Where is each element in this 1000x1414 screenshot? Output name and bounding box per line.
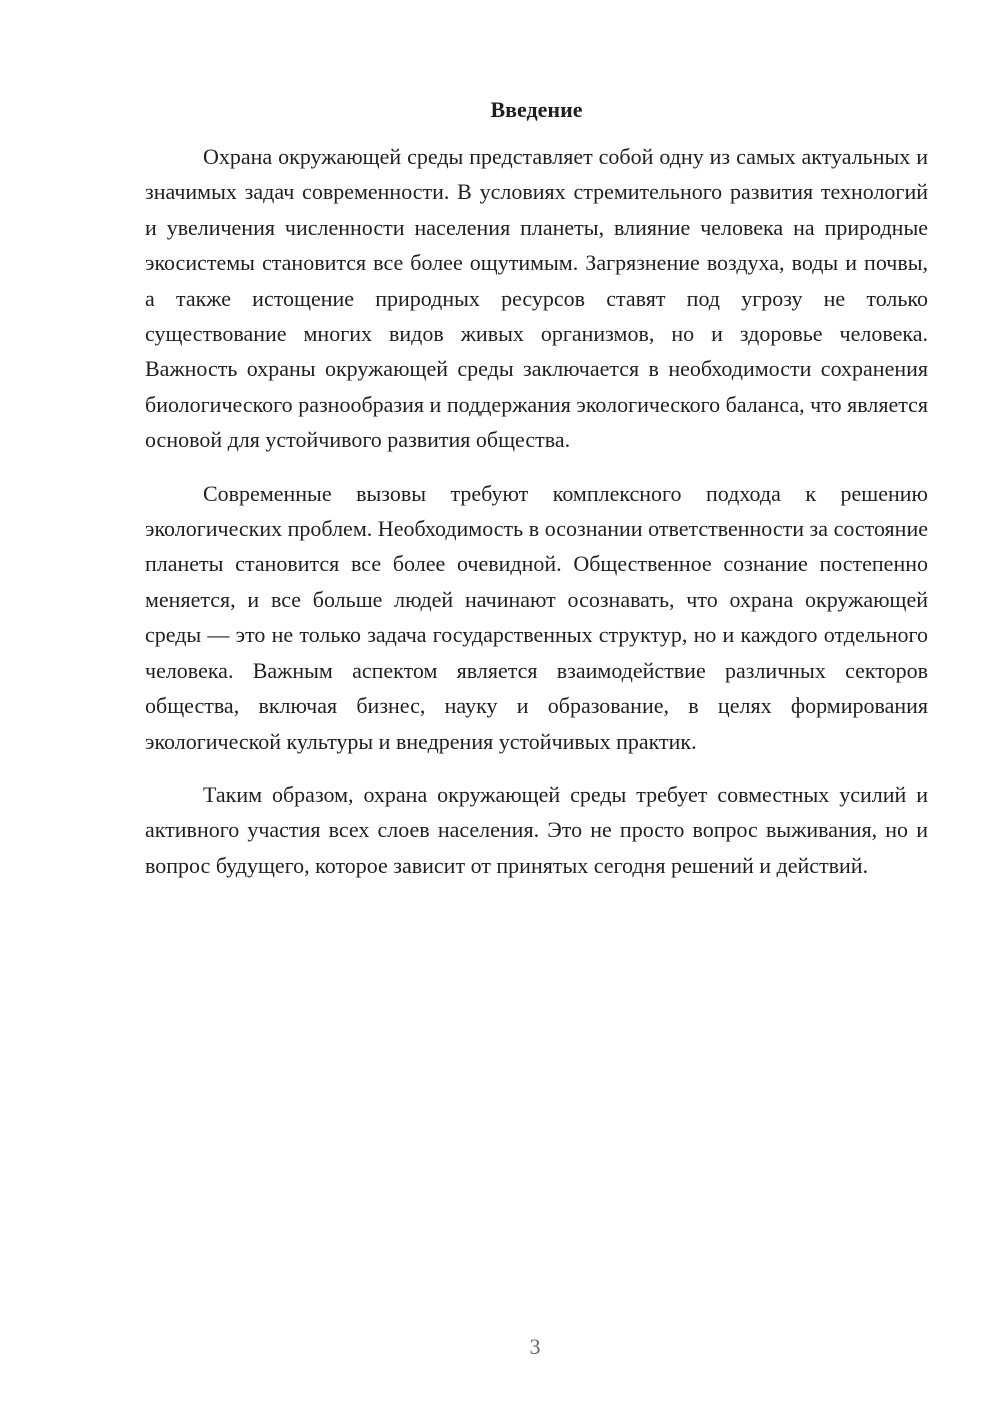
section-title: Введение: [490, 97, 583, 122]
paragraph-2: Современные вызовы требуют комплексного подхода к решению экологических проблем. Необходимость в осознании ответственности за состояние планеты становится все более очевидной. Общественное сознание постепенно меняется, и все больше людей начинают осознавать, что охрана окружающей среды — это не только задача государственных структур, но и каждого отдельного человека. Важным аспектом является взаимодействие различных секторов общества, включая бизнес, науку и образование, в целях формирования экологической культуры и внедрения устойчивых практик.: [145, 480, 928, 754]
page-number: 3: [529, 1334, 541, 1359]
paragraph-1: Охрана окружающей среды представляет собой одну из самых актуальных и значимых задач современности. В условиях стремительного развития технологий и увеличения численности населения планеты, влияние человека на природные экосистемы становится все более ощутимым. Загрязнение воздуха, воды и почвы, а также истощение природных ресурсов ставят под угрозу не только существование многих видов живых организмов, но и здоровье человека. Важность охраны окружающей среды заключается в необходимости сохранения биологического разнообразия и поддержания экологического баланса, что является основой для устойчивого развития общества.: [145, 144, 928, 453]
paragraph-3: Таким образом, охрана окружающей среды требует совместных усилий и активного участия всех слоев населения. Это не просто вопрос выживания, но и вопрос будущего, которое зависит от принятых сегодня решений и действий.: [145, 781, 928, 878]
document-body: [145, 92, 928, 883]
